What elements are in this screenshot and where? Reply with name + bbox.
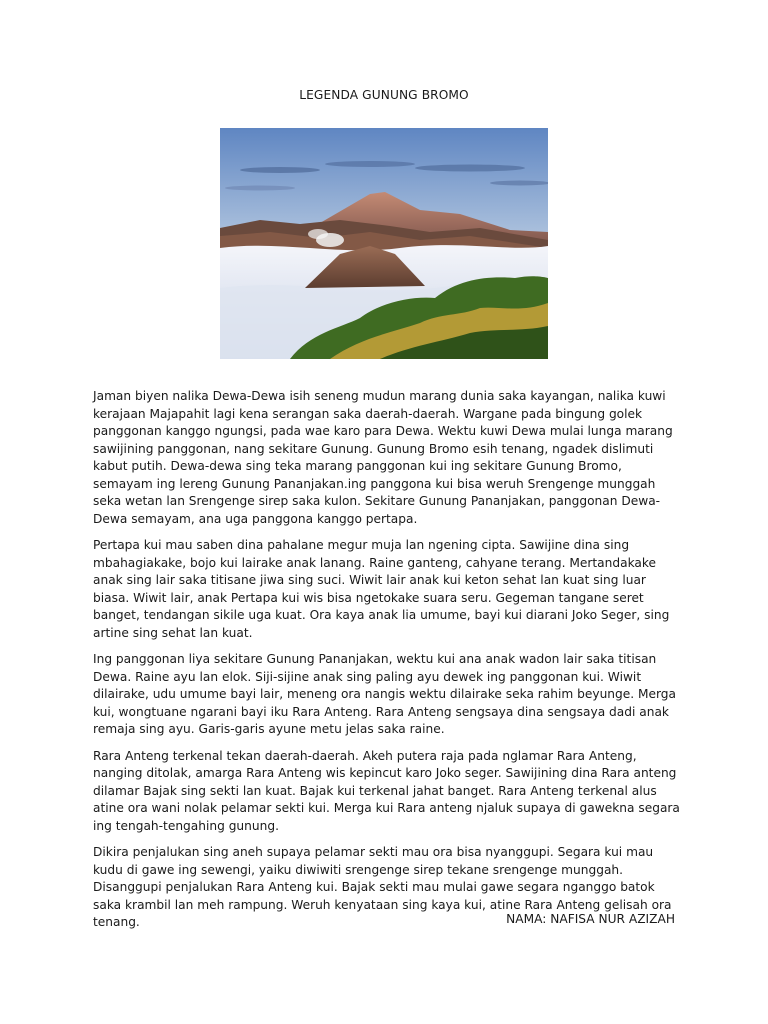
page-title: LEGENDA GUNUNG BROMO	[299, 88, 469, 102]
mountain-landscape-illustration-icon	[220, 128, 548, 359]
paragraph-1: Jaman biyen nalika Dewa-Dewa isih seneng mudun marang dunia saka kayangan, nalika kuwi kerajaan Majapahit lagi kena serangan saka daerah-daerah. Wargane pada bingung golek panggonan kanggo ngungsi, pada wae karo para Dewa. Wektu kuwi Dewa mulai lunga marang sawijining panggonan, nang sekitare Gunung. Gunung Bromo esih tenang, ngadek dislimuti kabut putih. Dewa-dewa sing teka marang panggonan kui ing sekitare Gunung Bromo, semayam ing lereng Gunung Pananjakan.ing panggona kui bisa weruh Srengenge munggah seka wetan lan Srengenge sirep saka kulon. Sekitare Gunung Pananjakan, panggonan Dewa-Dewa semayam, ana uga panggona kanggo pertapa.	[93, 389, 673, 526]
paragraph-4: Rara Anteng terkenal tekan daerah-daerah. Akeh putera raja pada nglamar Rara Anteng, nanging ditolak, amarga Rara Anteng wis kepincut karo Joko seger. Sawijining dina Rara anteng dilamar Bajak sing sekti lan kuat. Bajak kui terkenal jahat banget. Rara Anteng terkenal alus atine ora wani nolak pelamar sekti kui. Merga kui Rara anteng njaluk supaya di gawekna segara ing tengah-tengahing gunung.	[93, 748, 680, 833]
author-name: NAMA: NAFISA NUR AZIZAH	[506, 912, 675, 926]
paragraph-2: Pertapa kui mau saben dina pahalane megur muja lan ngening cipta. Sawijine dina sing mbahagiakake, bojo kui lairake anak lanang. Raine ganteng, cahyane terang. Mertandakake anak sing lair saka titisane jiwa sing suci. Wiwit lair anak kui keton sehat lan kuat sing luar biasa. Wiwit lair, anak Pertapa kui wis bisa ngetokake suara seru. Gegeman tangane seret banget, tendangan sikile uga kuat. Ora kaya anak lia umume, bayi kui diarani Joko Seger, sing artine sing sehat lan kuat.	[93, 538, 670, 640]
paragraph-3: Ing panggonan liya sekitare Gunung Pananjakan, wektu kui ana anak wadon lair saka titisan Dewa. Raine ayu lan elok. Siji-sijine anak sing paling ayu dewek ing panggonan kui. Wiwit dilairake, udu umume bayi lair, meneng ora nangis wektu dilairake seka rahim beyunge. Merga kui, wongtuane ngarani bayi iku Rara Anteng. Rara Anteng sengsaya dina sengsaya dadi anak remaja sing ayu. Garis-garis ayune metu jelas saka raine.	[93, 652, 677, 736]
bromo-photo	[220, 128, 548, 359]
story-body	[93, 388, 685, 941]
paragraph-5: Dikira penjalukan sing aneh supaya pelamar sekti mau ora bisa nyanggupi. Segara kui mau kudu di gawe ing sewengi, yaiku diwiwiti srengenge sirep tekane srengenge munggah. Disanggupi penjalukan Rara Anteng kui. Bajak sekti mau mulai gawe segara nganggo batok saka krambil lan meh rampung. Weruh kenyataan sing kaya kui, atine Rara Anteng gelisah ora tenang.	[93, 845, 672, 929]
